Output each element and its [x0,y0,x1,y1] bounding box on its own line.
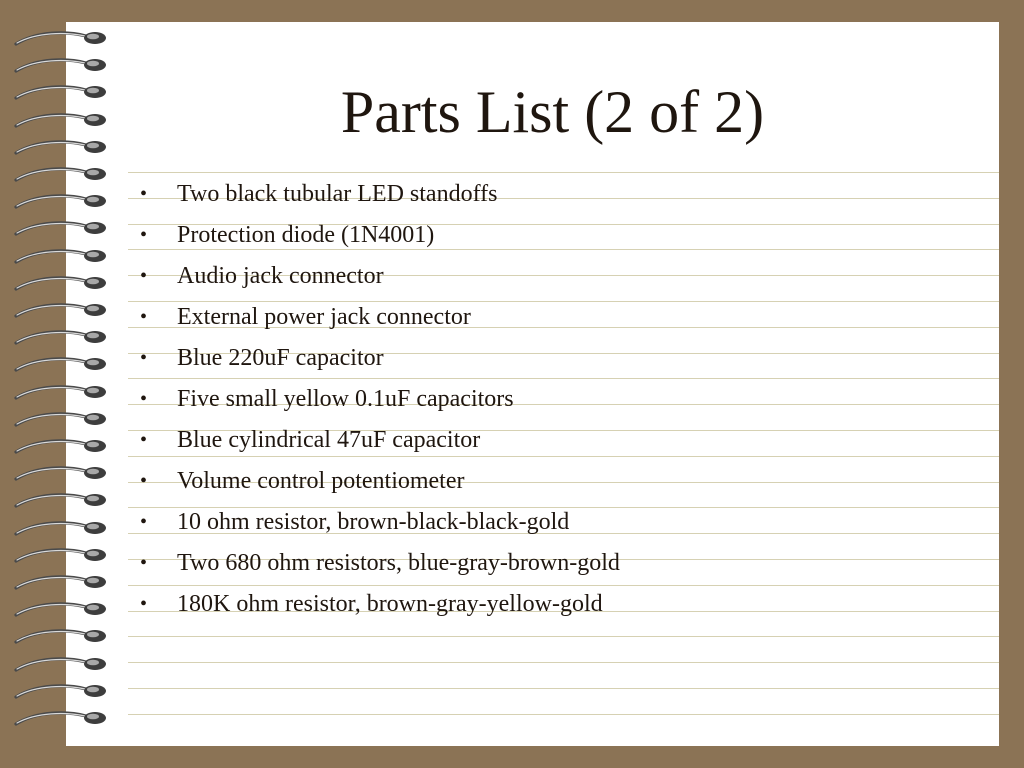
spiral-ring-icon [12,708,112,728]
spiral-ring-icon [12,545,112,565]
bullet-text: 10 ohm resistor, brown-black-black-gold [177,509,570,535]
ruled-line [128,662,999,663]
bullet-text: Blue 220uF capacitor [177,345,384,371]
bullet-item [140,380,620,421]
spiral-ring-icon [12,55,112,75]
bullet-item [140,585,620,626]
bullet-text: Blue cylindrical 47uF capacitor [177,427,481,453]
bullet-item [140,462,620,503]
bullet-dot-icon: • [140,183,148,205]
bullet-text: Five small yellow 0.1uF capacitors [177,386,514,412]
spiral-ring-icon [12,490,112,510]
spiral-ring-icon [12,409,112,429]
bullet-dot-icon: • [140,347,148,369]
spiral-ring-icon [12,246,112,266]
bullet-dot-icon: • [140,388,148,410]
spiral-ring-icon [12,327,112,347]
spiral-ring-icon [12,164,112,184]
spiral-ring-icon [12,110,112,130]
spiral-ring-icon [12,572,112,592]
spiral-ring-icon [12,436,112,456]
bullet-item [140,216,620,257]
spiral-ring-icon [12,354,112,374]
bullet-text: External power jack connector [177,304,471,330]
spiral-binding [12,28,112,748]
spiral-ring-icon [12,28,112,48]
bullet-text: Protection diode (1N4001) [177,222,435,248]
spiral-ring-icon [12,218,112,238]
spiral-ring-icon [12,626,112,646]
bullet-item [140,544,620,585]
bullet-dot-icon: • [140,429,148,451]
notebook-paper [66,22,999,746]
bullet-dot-icon: • [140,511,148,533]
bullet-dot-icon: • [140,552,148,574]
spiral-ring-icon [12,137,112,157]
spiral-ring-icon [12,518,112,538]
spiral-ring-icon [12,654,112,674]
bullet-text: 180K ohm resistor, brown-gray-yellow-gold [177,591,603,617]
bullet-list [140,175,620,626]
spiral-ring-icon [12,681,112,701]
spiral-ring-icon [12,300,112,320]
bullet-item [140,503,620,544]
bullet-dot-icon: • [140,224,148,246]
bullet-item [140,175,620,216]
bullet-dot-icon: • [140,593,148,615]
spiral-ring-icon [12,463,112,483]
spiral-ring-icon [12,191,112,211]
bullet-item [140,298,620,339]
ruled-line [128,714,999,715]
bullet-text: Two black tubular LED standoffs [177,181,498,207]
spiral-ring-icon [12,382,112,402]
spiral-ring-icon [12,599,112,619]
bullet-text: Volume control potentiometer [177,468,465,494]
bullet-text: Two 680 ohm resistors, blue-gray-brown-gold [177,550,620,576]
bullet-text: Audio jack connector [177,263,384,289]
bullet-item [140,421,620,462]
bullet-item [140,257,620,298]
spiral-ring-icon [12,82,112,102]
ruled-line [128,688,999,689]
spiral-ring-icon [12,273,112,293]
slide-title: Parts List (2 of 2) [340,79,765,145]
bullet-dot-icon: • [140,470,148,492]
bullet-dot-icon: • [140,265,148,287]
bullet-dot-icon: • [140,306,148,328]
ruled-line [128,636,999,637]
ruled-line [128,172,999,173]
bullet-item [140,339,620,380]
